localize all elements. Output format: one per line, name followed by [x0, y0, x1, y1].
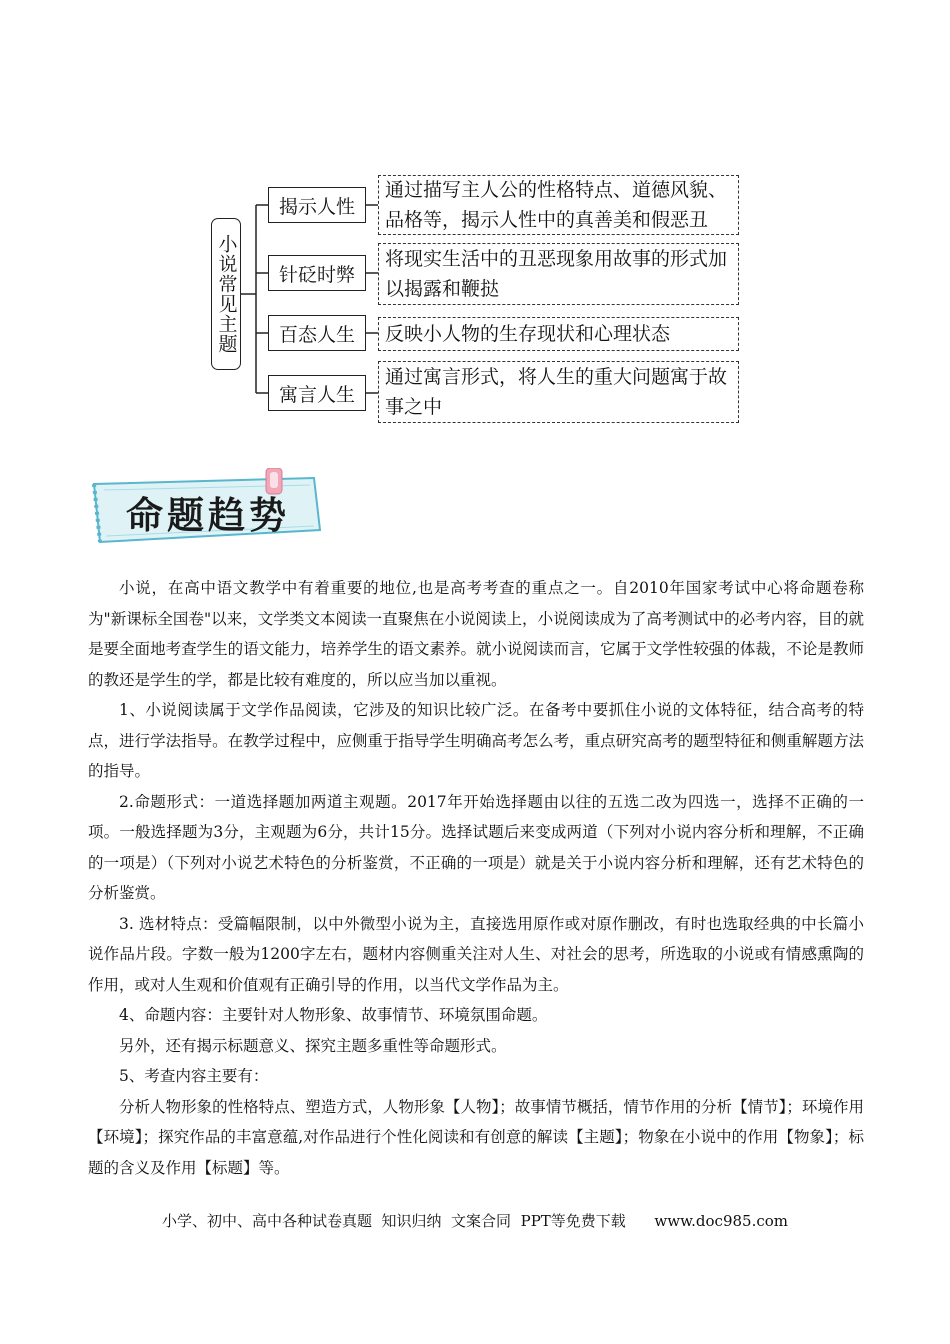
branch-fable-life: [268, 375, 366, 411]
branch-desc: [378, 243, 739, 305]
paragraph: 小说，在高中语文教学中有着重要的地位,也是高考考查的重点之一。自2010年国家考试中心将命题卷称为"新课标全国卷"以来，文学类文本阅读一直聚焦在小说阅读上，小说阅读成为了高考测试中的必考内容，目的就是要全面地考查学生的语文能力，培养学生的语文素养。就小说阅读而言，它属于文学性较强的体裁，不论是教师的教还是学生的学，都是比较有难度的，所以应当加以重视。: [88, 579, 864, 689]
paragraph: 另外，还有揭示标题意义、探究主题多重性等命题形式。: [119, 1036, 507, 1055]
branch-desc: [378, 317, 739, 351]
branch-life-aspects: [268, 315, 366, 351]
footer-link[interactable]: www.doc985.com: [654, 1212, 788, 1230]
mindmap-root: [211, 218, 241, 370]
branch-desc-text: 通过寓言形式，将人生的重大问题寓于故事之中: [385, 366, 728, 418]
paragraph: 3. 选材特点：受篇幅限制，以中外微型小说为主，直接选用原作或对原作删改，有时也选取经典的中长篇小说作品片段。字数一般为1200字左右，题材内容侧重关注对人生、对社会的思考，所选取的小说或有情感熏陶的作用，或对人生观和价值观有正确引导的作用，以当代文学作品为主。: [88, 914, 864, 994]
footer-text: 小学、初中、高中各种试卷真题 知识归纳 文案合同 PPT等免费下载: [161, 1212, 626, 1230]
branch-reveal-humanity: [268, 187, 366, 223]
branch-label: 百态人生: [278, 323, 355, 346]
section-banner: [88, 468, 328, 550]
paragraph: 分析人物形象的性格特点、塑造方式，人物形象【人物】；故事情节概括，情节作用的分析【情节】；环境作用【环境】；探究作品的丰富意蕴,对作品进行个性化阅读和有创意的解读【主题】；物象在小说中的作用【物象】；标题的含义及作用【标题】等。: [88, 1097, 864, 1177]
branch-criticize-society: [268, 255, 366, 291]
paragraph: 1、小说阅读属于文学作品阅读，它涉及的知识比较广泛。在备考中要抓住小说的文体特征，结合高考的特点，进行学法指导。在教学过程中，应侧重于指导学生明确高考怎么考，重点研究高考的题型特征和侧重解题方法的指导。: [88, 701, 864, 780]
paragraph: 4、命题内容：主要针对人物形象、故事情节、环境氛围命题。: [119, 1006, 548, 1024]
page-footer: [0, 1210, 950, 1231]
branch-label: 寓言人生: [278, 383, 355, 406]
branch-desc-text: 通过描写主人公的性格特点、道德风貌、品格等，揭示人性中的真善美和假恶丑: [385, 179, 728, 231]
branch-desc-text: 反映小人物的生存现状和心理状态: [385, 323, 671, 345]
article-body: [88, 573, 864, 1183]
branch-desc: [378, 175, 739, 235]
paragraph: 2.命题形式：一道选择题加两道主观题。2017年开始选择题由以往的五选二改为四选一，选择不正确的一项。一般选择题为3分，主观题为6分，共计15分。选择试题后来变成两道（下列对小说内容分析和理解，不正确的一项是）（下列对小说艺术特色的分析鉴赏，不正确的一项是）就是关于小说内容分析和理解，还有艺术特色的分析鉴赏。: [88, 792, 864, 902]
branch-desc: [378, 361, 739, 423]
branch-desc-text: 将现实生活中的丑恶现象用故事的形式加以揭露和鞭挞: [385, 248, 728, 300]
branch-label: 针砭时弊: [278, 263, 355, 286]
mindmap-root-label: 小说常见主题: [215, 234, 238, 354]
banner-title: 命题趋势: [126, 494, 290, 537]
paragraph: 5、考查内容主要有：: [119, 1067, 269, 1085]
branch-label: 揭示人性: [278, 195, 355, 218]
theme-mindmap: [0, 0, 950, 440]
